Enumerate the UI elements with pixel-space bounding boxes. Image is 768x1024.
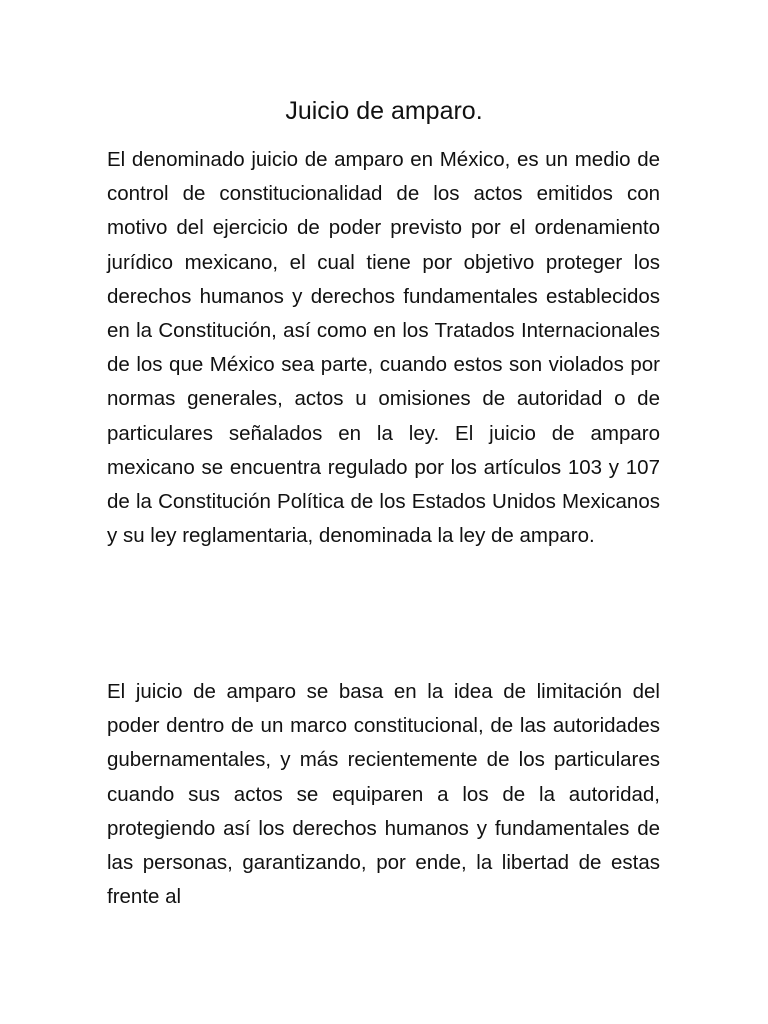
document-title: Juicio de amparo. xyxy=(285,97,483,125)
paragraph-1: El denominado juicio de amparo en México, es un medio de control de constitucionalidad de los actos emitidos con motivo del ejercicio de poder previsto por el ordenamiento jurídico mexicano, el cual tiene por objetivo proteger los derechos humanos y derechos fundamentales establecidos en la Constitución, así como en los Tratados Internacionales de los que México sea parte, cuando estos son violados por normas generales, actos u omisiones de autoridad o de particulares señalados en la ley. El juicio de amparo mexicano se encuentra regulado por los artículos 103 y 107 de la Constitución Política de los Estados Unidos Mexicanos y su ley reglamentaria, denominada la ley de amparo. xyxy=(107,148,660,548)
paragraph-2: El juicio de amparo se basa en la idea de limitación del poder dentro de un marco constitucional, de las autoridades gubernamentales, y más recientemente de los particulares cuando sus actos se equiparen a los de la autoridad, protegiendo así los derechos humanos y fundamentales de las personas, garantizando, por ende, la libertad de estas frente al xyxy=(107,680,660,909)
